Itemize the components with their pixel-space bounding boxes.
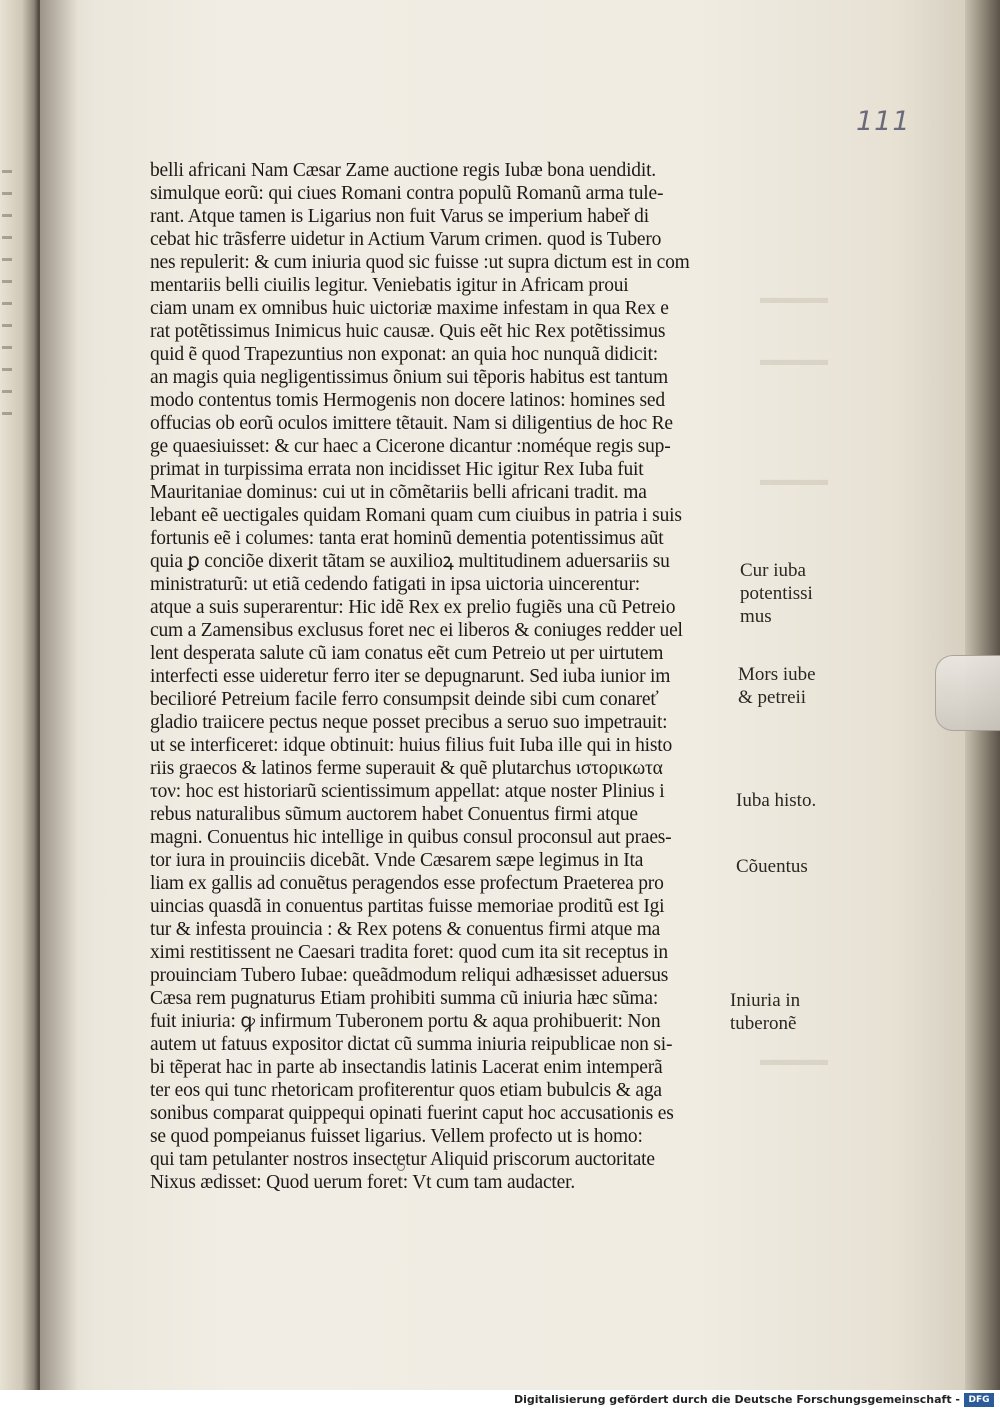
- margin-note-line: potentissi: [740, 583, 813, 604]
- folio-number: 111: [856, 106, 911, 137]
- margin-note-line: Iniuria in: [730, 990, 801, 1011]
- text-line: tor iura in prouinciis dicebãt. Vnde Cæsarem sæpe legimus in Ita: [150, 850, 644, 871]
- margin-note-line: tuberonẽ: [730, 1013, 797, 1034]
- text-line: rebus naturalibus sũmum auctorem habet Conuentus firmi atque: [150, 804, 638, 825]
- margin-note-line: Cur iuba: [740, 560, 806, 581]
- previous-page-edge: [0, 0, 40, 1390]
- text-line: belli africani Nam Cæsar Zame auctione regis Iubæ bona uendidit.: [150, 160, 656, 181]
- text-line: ut se interficeret: idque obtinuit: huius filius fuit Iuba ille qui in histo: [150, 735, 673, 756]
- text-line: rat potẽtissimus Inimicus huic causæ. Quis eẽt hic Rex potẽtissimus: [150, 321, 666, 342]
- show-through-ghost: ▬▬▬▬: [760, 1050, 828, 1069]
- text-line: mentariis belli ciuilis legitur. Veniebatis igitur in Africam proui: [150, 275, 629, 296]
- text-line: ter eos qui tunc rhetoricam profiterentur quos etiam bubulcis & aga: [150, 1080, 662, 1101]
- show-through-ghost: ▬▬▬▬: [760, 470, 828, 489]
- text-line: autem ut fatuus expositor dictat cũ summa iniuria reipublicae non si-: [150, 1034, 673, 1055]
- text-line: fortunis eẽ i columes: tanta erat hominũ dementia potentissimus aũt: [150, 528, 664, 549]
- footer-bar: [0, 1390, 1000, 1411]
- dfg-logo: DFG: [964, 1393, 994, 1407]
- ink-dot: [397, 1163, 405, 1171]
- text-line: nes repulerit: & cum iniuria quod sic fuisse :ut supra dictum est in com: [150, 252, 690, 273]
- text-line: offucias ob eorũ oculos imittere tẽtauit. Nam si diligentius de hoc Re: [150, 413, 673, 434]
- text-line: uincias quasdã in conuentus partitas fuisse memoriae proditũ est Igi: [150, 896, 665, 917]
- text-line: Mauritaniae dominus: cui ut in cõmẽtariis belli africani tradit. ma: [150, 482, 647, 503]
- text-line: ministraturũ: ut etiã cedendo fatigati in ipsa uictoria uincerentur:: [150, 574, 640, 595]
- text-line: ge quaesiuisset: & cur haec a Cicerone dicantur :noméque regis sup-: [150, 436, 671, 457]
- text-line: Nixus ædisset: Quod uerum foret: Vt cum tam audacter.: [150, 1172, 575, 1193]
- text-line: an magis quia negligentissimus õnium sui tẽporis habitus est tantum: [150, 367, 668, 388]
- text-line: lent desperata salute cũ iam conatus eẽt cum Petreio ut per uirtutem: [150, 643, 664, 664]
- text-line: tur & infesta prouincia : & Rex potens & conuentus firmi atque ma: [150, 919, 661, 940]
- text-line: rant. Atque tamen is Ligarius non fuit Varus se imperium habeř di: [150, 206, 649, 227]
- text-line: liam ex gallis ad conuẽtus peragendos esse profectum Praeterea pro: [150, 873, 664, 894]
- text-line: simulque eorũ: qui ciues Romani contra populũ Romanũ arma tule-: [150, 183, 664, 204]
- text-line: gladio traiicere pectus neque posset precibus a seruo suo impetrauit:: [150, 712, 668, 733]
- text-line: qui tam petulanter nostros insectetur Aliquid priscorum auctoritate: [150, 1149, 655, 1170]
- text-line: cebat hic trãsferre uidetur in Actium Varum crimen. quod is Tubero: [150, 229, 662, 250]
- page-clip: [935, 655, 1000, 731]
- text-line: cum a Zamensibus exclusus foret nec ei liberos & coniuges redder uel: [150, 620, 683, 641]
- text-line: prouinciam Tubero Iubae: queãdmodum reliqui adhæsisset aduersus: [150, 965, 669, 986]
- margin-note-line: Iuba histo.: [736, 790, 817, 811]
- text-line: sonibus comparat quippequi opinati fuerint caput hoc accusationis es: [150, 1103, 674, 1124]
- text-line: quid ẽ quod Trapezuntius non exponat: an quia hoc nunquã didicit:: [150, 344, 659, 365]
- margin-note-line: Cõuentus: [736, 856, 808, 877]
- text-line: ciam unam ex omnibus huic uictoriæ maxime infestam in qua Rex e: [150, 298, 669, 319]
- text-line: atque a suis superarentur: Hic idẽ Rex ex prelio fugiẽs una cũ Petreio: [150, 597, 676, 618]
- text-line: becilioré Petreium facile ferro consumpsit deinde sibi cum conareť: [150, 689, 659, 710]
- text-line: ximi restitissent ne Caesari tradita foret: quod cum ita sit receptus in: [150, 942, 668, 963]
- show-through-ghost: ▬▬▬▬: [760, 288, 828, 307]
- margin-note-line: mus: [740, 606, 772, 627]
- text-line: lebant eẽ uectigales quidam Romani quam cum ciuibus in patria i suis: [150, 505, 682, 526]
- margin-note-line: Mors iube: [738, 664, 816, 685]
- text-line: quia ꝑ conciõe dixerit tãtam se auxilioꝝ multitudinem aduersariis su: [150, 551, 670, 572]
- text-line: fuit iniuria: ꝙ infirmum Tuberonem portu & aqua prohibuerit: Non: [150, 1011, 661, 1032]
- show-through-ghost: ▬▬▬▬: [760, 350, 828, 369]
- text-line: Cæsa rem pugnaturus Etiam prohibiti summa cũ iniuria hæc sũma:: [150, 988, 659, 1009]
- text-line: bi tẽperat hac in parte ab insectandis latinis Lacerat enim intemperã: [150, 1057, 663, 1078]
- text-line: magni. Conuentus hic intellige in quibus consul proconsul aut praes-: [150, 827, 672, 848]
- text-line: τον: hoc est historiarũ scientissimum appellat: atque noster Plinius i: [150, 781, 665, 802]
- text-line: se quod pompeianus fuisset ligarius. Vellem profecto ut is homo:: [150, 1126, 643, 1147]
- text-line: interfecti esse uideretur ferro iter se depugnarunt. Sed iuba iunior im: [150, 666, 671, 687]
- funding-credit: Digitalisierung gefördert durch die Deutsche Forschungsgemeinschaft -: [513, 1393, 960, 1406]
- text-line: riis graecos & latinos ferme superauit & quẽ plutarchus ιστορικωτα: [150, 758, 663, 779]
- text-line: modo contentus tomis Hermogenis non docere latinos: homines sed: [150, 390, 665, 411]
- text-line: primat in turpissima errata non incidisset Hic igitur Rex Iuba fuit: [150, 459, 644, 480]
- margin-note-line: & petreii: [738, 687, 807, 708]
- gutter-shadow: [38, 0, 78, 1390]
